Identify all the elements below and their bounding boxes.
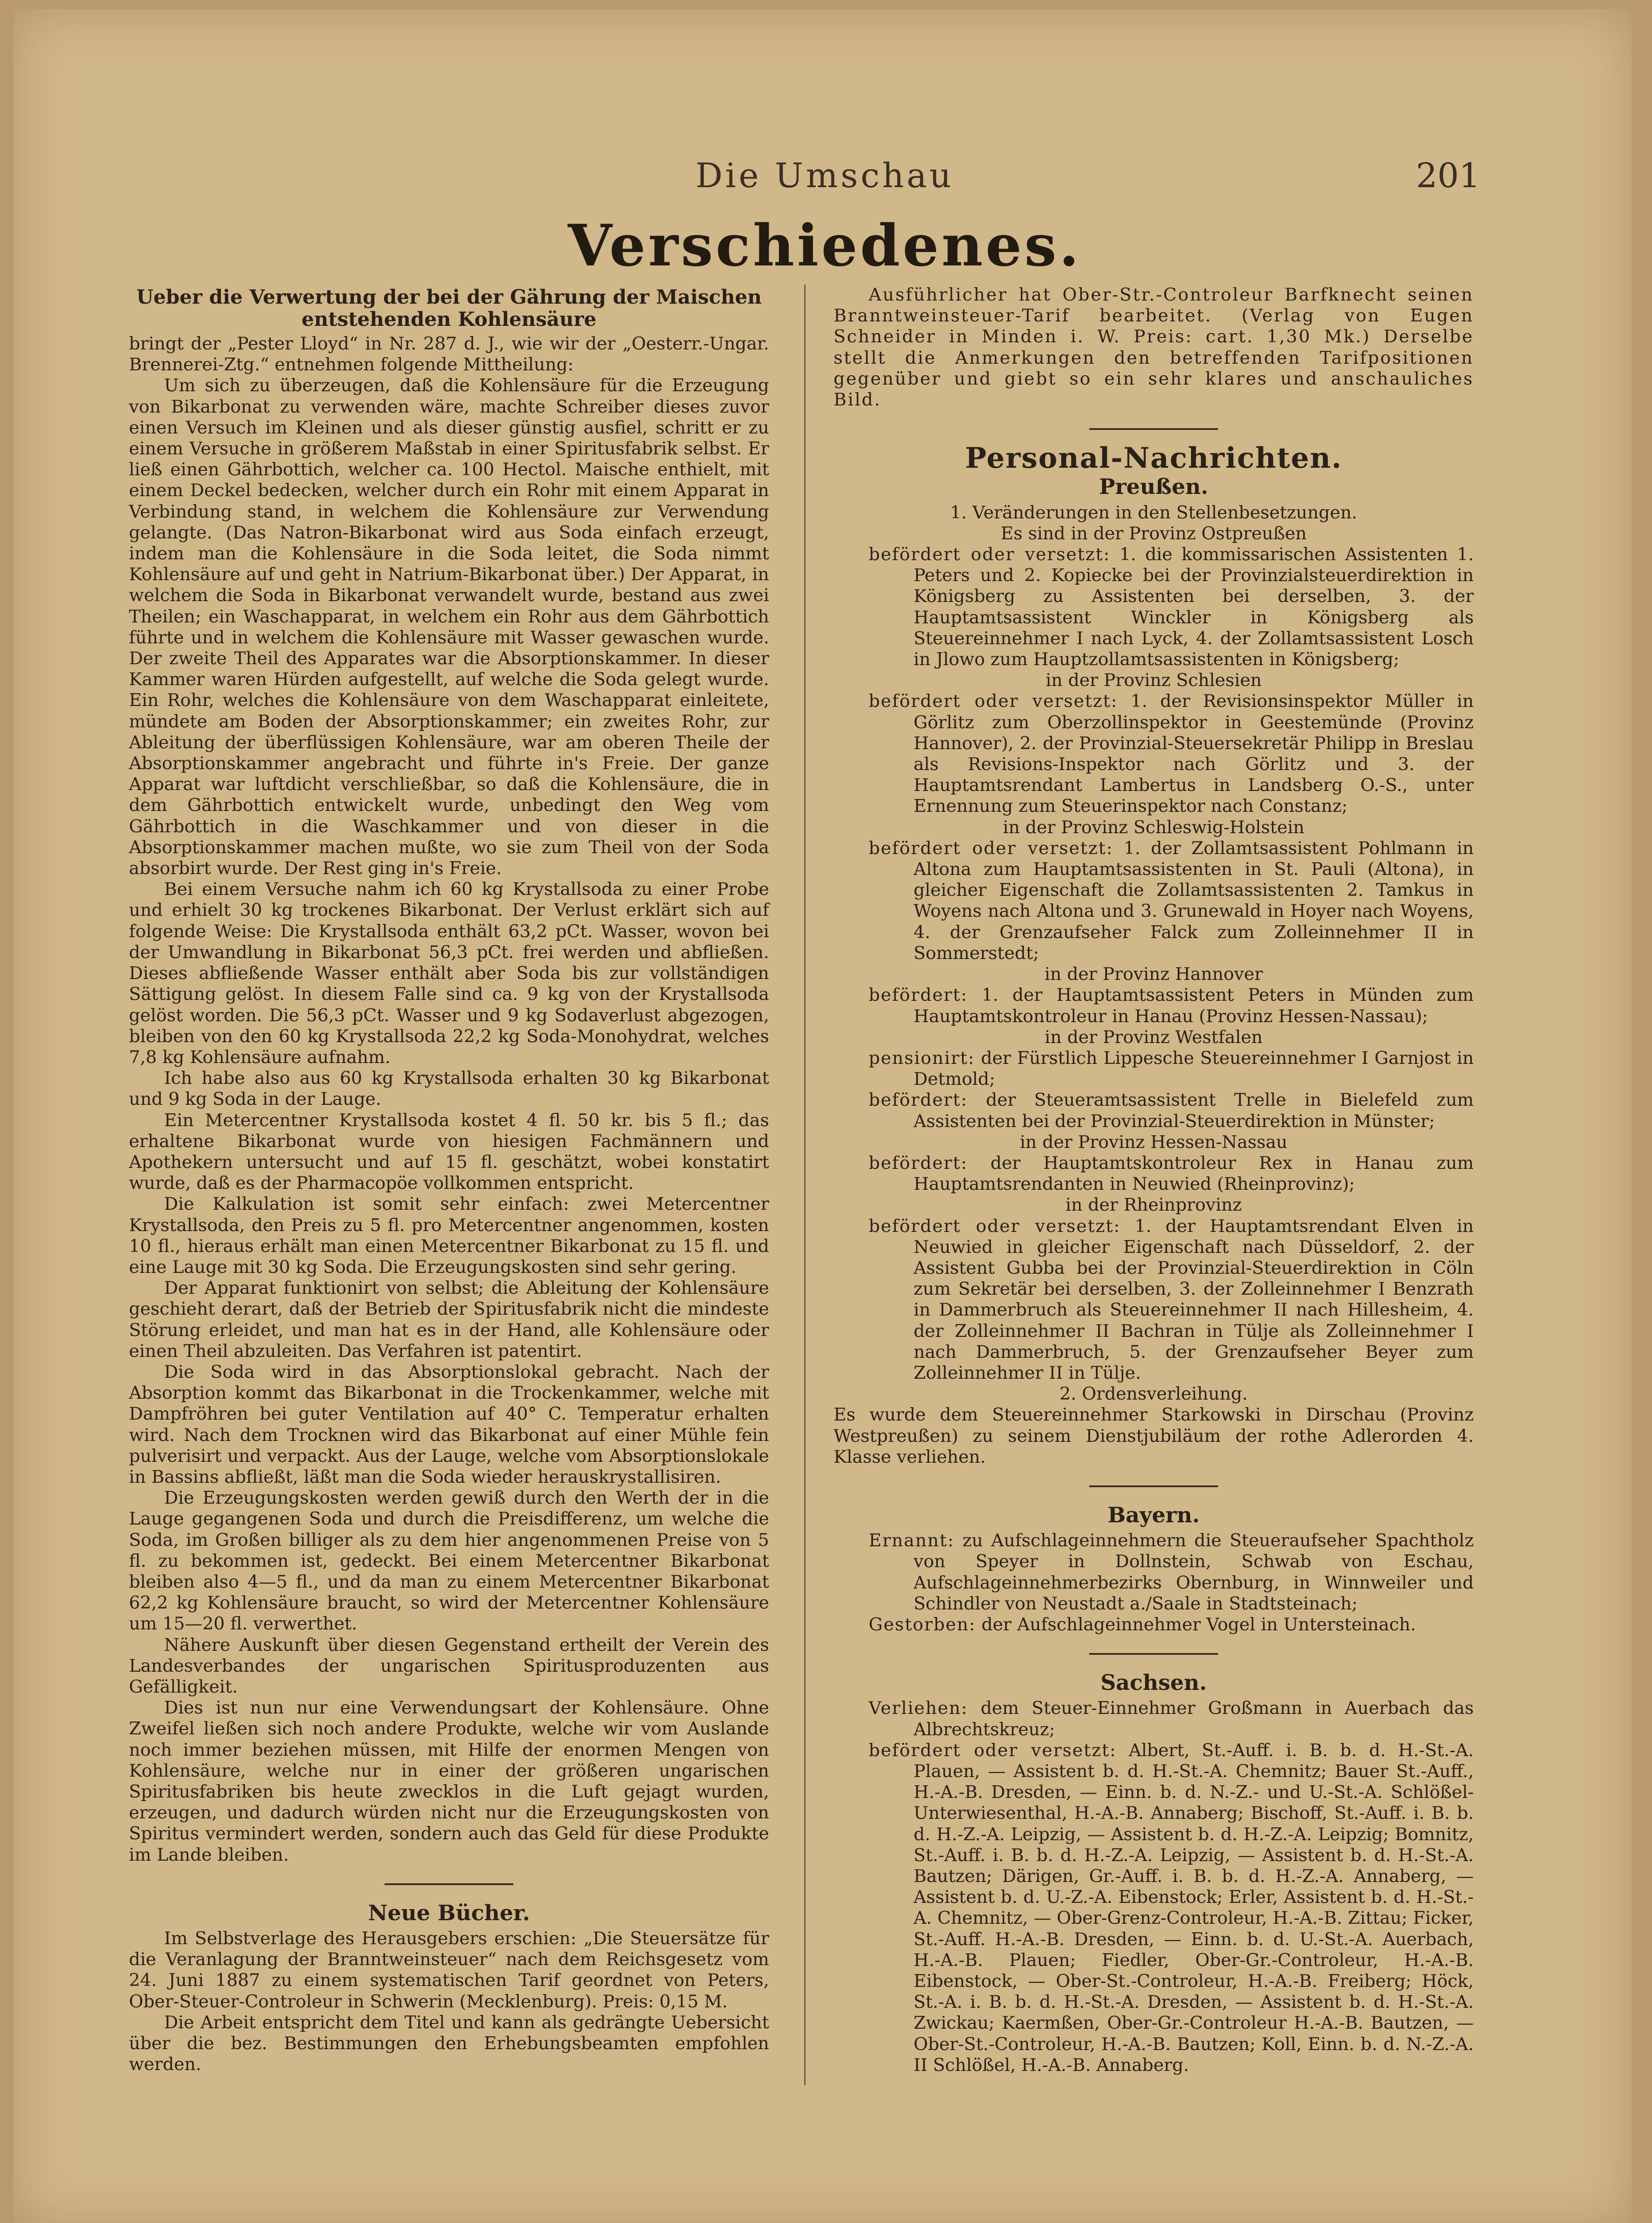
- entry: [834, 1153, 1474, 1195]
- province-heading: in der Provinz Westfalen: [1044, 1027, 1263, 1047]
- entry-label: befördert oder versetzt:: [869, 1740, 1117, 1761]
- entry-label: Gestorben:: [869, 1614, 976, 1635]
- entry-text: der Aufschlageinnehmer Vogel in Untersteinach.: [981, 1614, 1416, 1635]
- entry: [834, 691, 1474, 817]
- books-title: Neue Bücher.: [368, 1900, 530, 1926]
- entry-text: 1. der Zollamtsassistent Pohlmann in Altona zum Hauptamtsassistenten in St. Pauli (Altona), in gleicher Eigenschaft die Zollamtsassistenten 2. Tamkus in Woyens nach Altona und 3. Grunewald in Hoyer nach Woyens, 4. der Grenzaufseher Falck zum Zolleinnehmer II in Sommerstedt;: [914, 838, 1474, 963]
- paragraph: Nähere Auskunft über diesen Gegenstand ertheilt der Verein des Landesverbandes der ungarischen Spiritusproduzenten aus Gefälligkeit.: [129, 1634, 769, 1697]
- paragraph: Im Selbstverlage des Herausgebers erschien: „Die Steuersätze für die Veranlagung der Branntweinsteuer“ nach dem Reichsgesetz vom 24. Juni 1887 zu einem systematischen Tarif geordnet von Peters, Ober-Steuer-Controleur in Schwerin (Mecklenburg). Preis: 0,15 M.: [129, 1928, 769, 2012]
- paragraph: Dies ist nun nur eine Verwendungsart der Kohlensäure. Ohne Zweifel ließen sich noch andere Produkte, welche wir vom Auslande noch immer beziehen müssen, mit Hilfe der enormen Mengen von Kohlensäure, welche nur in einer der größeren ungarischen Spiritusfabriken bis heute zwecklos in die Luft gejagt wurden, erzeugen, und dadurch würden nicht nur die Erzeugungskosten von Spiritus vermindert werden, sondern auch das Geld für diese Produkte im Lande bleiben.: [129, 1697, 769, 1865]
- prussia-title: Preußen.: [1099, 474, 1208, 500]
- entry-text: 1. die kommissarischen Assistenten 1. Peters und 2. Kopiecke bei der Provinzialsteuerdirektion in Königsberg zu Assistenten bei derselben, 3. der Hauptamtsassistent Winckler in Königsberg als Steuereinnehmer I nach Lyck, 4. der Zollamtsassistent Losch in Jlowo zum Hauptzollamtsassistenten in Königsberg;: [914, 544, 1474, 670]
- section-rule: [1089, 1653, 1218, 1655]
- section-title: Verschiedenes.: [568, 213, 1082, 279]
- entry-text: der Steueramtsassistent Trelle in Bielefeld zum Assistenten bei der Provinzial-Steuerdirektion in Münster;: [914, 1090, 1474, 1132]
- entry-label: befördert oder versetzt:: [869, 838, 1113, 859]
- section-rule: [1089, 1485, 1218, 1487]
- entry-label: befördert:: [869, 1090, 968, 1111]
- province-heading: in der Provinz Hannover: [1044, 964, 1263, 985]
- paragraph: Ich habe also aus 60 kg Krystallsoda erhalten 30 kg Bikarbonat und 9 kg Soda in der Lauge.: [129, 1068, 769, 1110]
- column-divider: [804, 285, 806, 2085]
- entry-label: pensionirt:: [869, 1047, 975, 1068]
- paragraph: Es wurde dem Steuereinnehmer Starkowski in Dirschau (Provinz Westpreußen) zu seinem Dienstjubiläum der rothe Adlerorden 4. Klasse verliehen.: [834, 1404, 1474, 1467]
- heading-line: Es sind in der Provinz Ostpreußen: [1000, 523, 1307, 544]
- article-title: Ueber die Verwertung der bei der Gährung der Maischen entstehenden Kohlensäure: [136, 286, 762, 331]
- paragraph: Die Erzeugungskosten werden gewiß durch den Werth der in die Lauge gegangenen Soda und durch die Preisdifferenz, um welche die Soda, im Großen billiger als zu dem hier angenommenen Preise von 5 fl. zu bekommen ist, gedeckt. Bei einem Metercentner Bikarbonat bleiben also 4—5 fl., und da man zu einem Metercentner Bikarbonat 62,2 kg Kohlensäure braucht, so wird der Metercentner Kohlensäure um 15—20 fl. verwerthet.: [129, 1488, 769, 1634]
- entry-label: befördert:: [869, 985, 968, 1006]
- entry-text: 1. der Hauptamtsrendant Elven in Neuwied in gleicher Eigenschaft nach Düsseldorf, 2. der Assistent Gubba bei der Provinzial-Steuerdirektion in Cöln zum Sekretär bei derselben, 3. der Zolleinnehmer I Benzrath in Dammerbruch als Steuereinnehmer II nach Hillesheim, 4. der Zolleinnehmer II Bachran in Tülje als Zolleinnehmer I nach Dammerbruch, 5. der Grenzaufseher Beyer zum Zolleinnehmer II in Tülje.: [914, 1216, 1474, 1383]
- entry: [834, 1740, 1474, 2076]
- paragraph: Die Soda wird in das Absorptionslokal gebracht. Nach der Absorption kommt das Bikarbonat in die Trockenkammer, welche mit Dampfröhren bei guter Ventilation auf 40° C. Temperatur erhalten wird. Nach dem Trocknen wird das Bikarbonat auf einer Mühle fein pulverisirt und verpackt. Aus der Lauge, welche vom Absorptionslokale in Bassins abfließt, läßt man die Soda wieder herauskrystallisiren.: [129, 1361, 769, 1487]
- entry-label: befördert oder versetzt:: [869, 544, 1111, 565]
- personal-news-title: Personal-Nachrichten.: [965, 441, 1343, 475]
- entry-text: der Hauptamtskontroleur Rex in Hanau zum Hauptamtsrendanten in Neuwied (Rheinprovinz);: [914, 1152, 1474, 1195]
- entry-label: Ernannt:: [869, 1530, 954, 1551]
- province-heading: in der Provinz Hessen-Nassau: [1020, 1132, 1287, 1152]
- province-heading: in der Provinz Schleswig-Holstein: [1002, 817, 1305, 838]
- paragraph: Ausführlicher hat Ober-Str.-Controleur Barfknecht seinen Branntweinsteuer-Tarif bearbeitet. (Verlag von Eugen Schneider in Minden i. W. Preis: cart. 1,30 Mk.) Derselbe stellt die Anmerkungen den betreffenden Tarifpositionen gegenüber und giebt so ein sehr klares und anschauliches Bild.: [834, 285, 1474, 410]
- heading-line: 1. Veränderungen in den Stellenbesetzungen.: [950, 502, 1357, 523]
- paragraph: bringt der „Pester Lloyd“ in Nr. 287 d. J., wie wir der „Oesterr.-Ungar. Brennerei-Ztg.“ entnehmen folgende Mittheilung:: [129, 333, 769, 375]
- province-heading: in der Rheinprovinz: [1065, 1195, 1242, 1216]
- entry: [834, 1090, 1474, 1132]
- page-number: 201: [1415, 156, 1480, 195]
- paragraph: Die Kalkulation ist somit sehr einfach: zwei Metercentner Krystallsoda, den Preis zu 5 fl. pro Metercentner angenommen, kosten 10 fl., hieraus erhält man einen Metercentner Bikarbonat zu 15 fl. und eine Lauge mit 30 kg Soda. Die Erzeugungskosten sind sehr gering.: [129, 1194, 769, 1277]
- province-heading: in der Provinz Schlesien: [1045, 670, 1262, 691]
- section-rule: [385, 1883, 513, 1885]
- entry: [834, 1216, 1474, 1384]
- paragraph: Die Arbeit entspricht dem Titel und kann als gedrängte Uebersicht über die bez. Bestimmungen den Erhebungsbeamten empfohlen werden.: [129, 2012, 769, 2075]
- entry: [834, 1048, 1474, 1090]
- entry: [834, 1530, 1474, 1614]
- entry-text: der Fürstlich Lippesche Steuereinnehmer I Garnjost in Detmold;: [914, 1047, 1474, 1090]
- heading-line: 2. Ordensverleihung.: [1059, 1384, 1248, 1404]
- entry: [834, 1614, 1474, 1635]
- section-rule: [1089, 428, 1218, 430]
- entry-text: Albert, St.-Auff. i. B. b. d. H.-St.-A. Plauen, — Assistent b. d. H.-St.-A. Chemnitz; Bauer St.-Auff., H.-A.-B. Dresden, — Einn. b. d. N.-Z.- und U.-St.-A. Schlößel-Unterwiesenthal, H.-A.-B. Annaberg; Bischoff, St.-Auff. i. B. b. d. H.-Z.-A. Leipzig, — Assistent b. d. H.-Z.-A. Leipzig; Bomnitz, St.-Auff. i. B. b. d. H.-Z.-A. Leipzig, — Assistent b. d. H.-St.-A. Bautzen; Därigen, Gr.-Auff. i. B. b. d. H.-Z.-A. Annaberg, — Assistent b. d. U.-Z.-A. Eibenstock; Erler, Assistent b. d. H.-St.-A. Chemnitz, — Ober-Grenz-Controleur, H.-A.-B. Zittau; Ficker, St.-Auff. H.-A.-B. Dresden, — Einn. b. d. U.-St.-A. Auerbach, H.-A.-B. Plauen; Fiedler, Ober-Gr.-Controleur, H.-A.-B. Eibenstock, — Ober-St.-Controleur, H.-A.-B. Freiberg; Höck, St.-A. i. B. b. d. H.-St.-A. Dresden, — Assistent b. d. H.-St.-A. Zwickau; Kaermßen, Ober-Gr.-Controleur H.-A.-B. Bautzen, — Ober-St.-Controleur, H.-A.-B. Bautzen; Koll, Einn. b. d. N.-Z.-A. II Schlößel, H.-A.-B. Annaberg.: [914, 1740, 1474, 2075]
- entry: [834, 544, 1474, 670]
- saxony-title: Sachsen.: [1100, 1670, 1207, 1696]
- entry-text: 1. der Hauptamtsassistent Peters in Münden zum Hauptamtskontroleur in Hanau (Provinz Hessen-Nassau);: [914, 985, 1474, 1027]
- entry-label: befördert oder versetzt:: [869, 1216, 1121, 1236]
- entry: [834, 838, 1474, 964]
- entry-text: dem Steuer-Einnehmer Großmann in Auerbach das Albrechtskreuz;: [914, 1698, 1474, 1740]
- right-column: [834, 285, 1474, 2076]
- entry-text: zu Aufschlageinnehmern die Steueraufseher Spachtholz von Speyer in Dollnstein, Schwab von Eschau, Aufschlageinnehmerbezirks Obernburg, in Winnweiler und Schindler von Neustadt a./Saale in Stadtsteinach;: [914, 1530, 1474, 1614]
- paragraph: Bei einem Versuche nahm ich 60 kg Krystallsoda zu einer Probe und erhielt 30 kg trockenes Bikarbonat. Der Verlust erklärt sich auf folgende Weise: Die Krystallsoda enthält 63,2 pCt. Wasser, wovon bei der Umwandlung in Bikarbonat 56,3 pCt. frei werden und abfließen. Dieses abfließende Wasser enthält aber Soda bis zur vollständigen Sättigung gelöst. In diesem Falle sind ca. 9 kg von der Krystallsoda gelöst worden. Die 56,3 pCt. Wasser und 9 kg Sodaverlust abgezogen, bleiben von den 60 kg Krystallsoda 22,2 kg Soda-Monohydrat, welches 7,8 kg Kohlensäure aufnahm.: [129, 879, 769, 1067]
- entry-label: befördert:: [869, 1152, 968, 1173]
- paragraph: Um sich zu überzeugen, daß die Kohlensäure für die Erzeugung von Bikarbonat zu verwenden wäre, machte Schreiber dieses zuvor einen Versuch im Kleinen und als dieser günstig ausfiel, schritt er zu einem Versuche in größerem Maßstab in einer Spiritusfabrik selbst. Er ließ einen Gährbottich, welcher ca. 100 Hectol. Maische enthielt, mit einem Deckel bedecken, welcher durch ein Rohr mit einem Apparat in Verbindung stand, in welchem die Kohlensäure zur Verwendung gelangte. (Das Natron-Bikarbonat wird aus Soda einfach erzeugt, indem man die Kohlensäure in die Soda leitet, die Soda nimmt Kohlensäure auf und geht in Natrium-Bikarbonat über.) Der Apparat, in welchem die Soda in Bikarbonat verwandelt wurde, bestand aus zwei Theilen; ein Waschapparat, in welchem ein Rohr aus dem Gährbottich führte und in welchem die Kohlensäure mit Wasser gewaschen wurde. Der zweite Theil des Apparates war die Absorptionskammer. In dieser Kammer waren Hürden aufgestellt, auf welche die Soda gelegt wurde. Ein Rohr, welches die Kohlensäure von dem Waschapparat einleitete, mündete am Boden der Absorptionskammer; ein zweites Rohr, zur Ableitung der überflüssigen Kohlensäure, war am oberen Theile der Absorptionskammer angebracht und führte in's Freie. Der ganze Apparat war luftdicht verschließbar, so daß die Kohlensäure, die in dem Gährbottich entwickelt wurde, unbedingt den Weg vom Gährbottich in die Waschkammer und von dieser in die Absorptionskammer machen mußte, wo sie zum Theil von der Soda absorbirt wurde. Der Rest ging in's Freie.: [129, 375, 769, 879]
- page-header: [169, 151, 1480, 205]
- paragraph: Ein Metercentner Krystallsoda kostet 4 fl. 50 kr. bis 5 fl.; das erhaltene Bikarbonat wurde von hiesigen Fachmännern und Apothekern untersucht und auf 15 fl. geschätzt, wobei konstatirt wurde, daß es der Pharmacopöe vollkommen entspricht.: [129, 1110, 769, 1194]
- entry-label: befördert oder versetzt:: [869, 691, 1118, 712]
- entry: [834, 1698, 1474, 1740]
- entry-label: Verliehen:: [869, 1698, 968, 1719]
- left-column: [129, 285, 769, 2075]
- running-title: Die Umschau: [695, 156, 954, 195]
- entry: [834, 985, 1474, 1027]
- paragraph: Der Apparat funktionirt von selbst; die Ableitung der Kohlensäure geschieht derart, daß der Betrieb der Spiritusfabrik nicht die mindeste Störung erleidet, und man hat es in der Hand, alle Kohlensäure oder einen Theil abzuleiten. Das Verfahren ist patentirt.: [129, 1278, 769, 1361]
- entry-text: 1. der Revisionsinspektor Müller in Görlitz zum Oberzollinspektor in Geestemünde (Provinz Hannover), 2. der Provinzial-Steuersekretär Philipp in Breslau als Revisions-Inspektor nach Görlitz und 3. der Hauptamtsrendant Lambertus in Landsberg O.-S., unter Ernennung zum Steuerinspektor nach Constanz;: [914, 691, 1474, 817]
- bavaria-title: Bayern.: [1107, 1502, 1200, 1528]
